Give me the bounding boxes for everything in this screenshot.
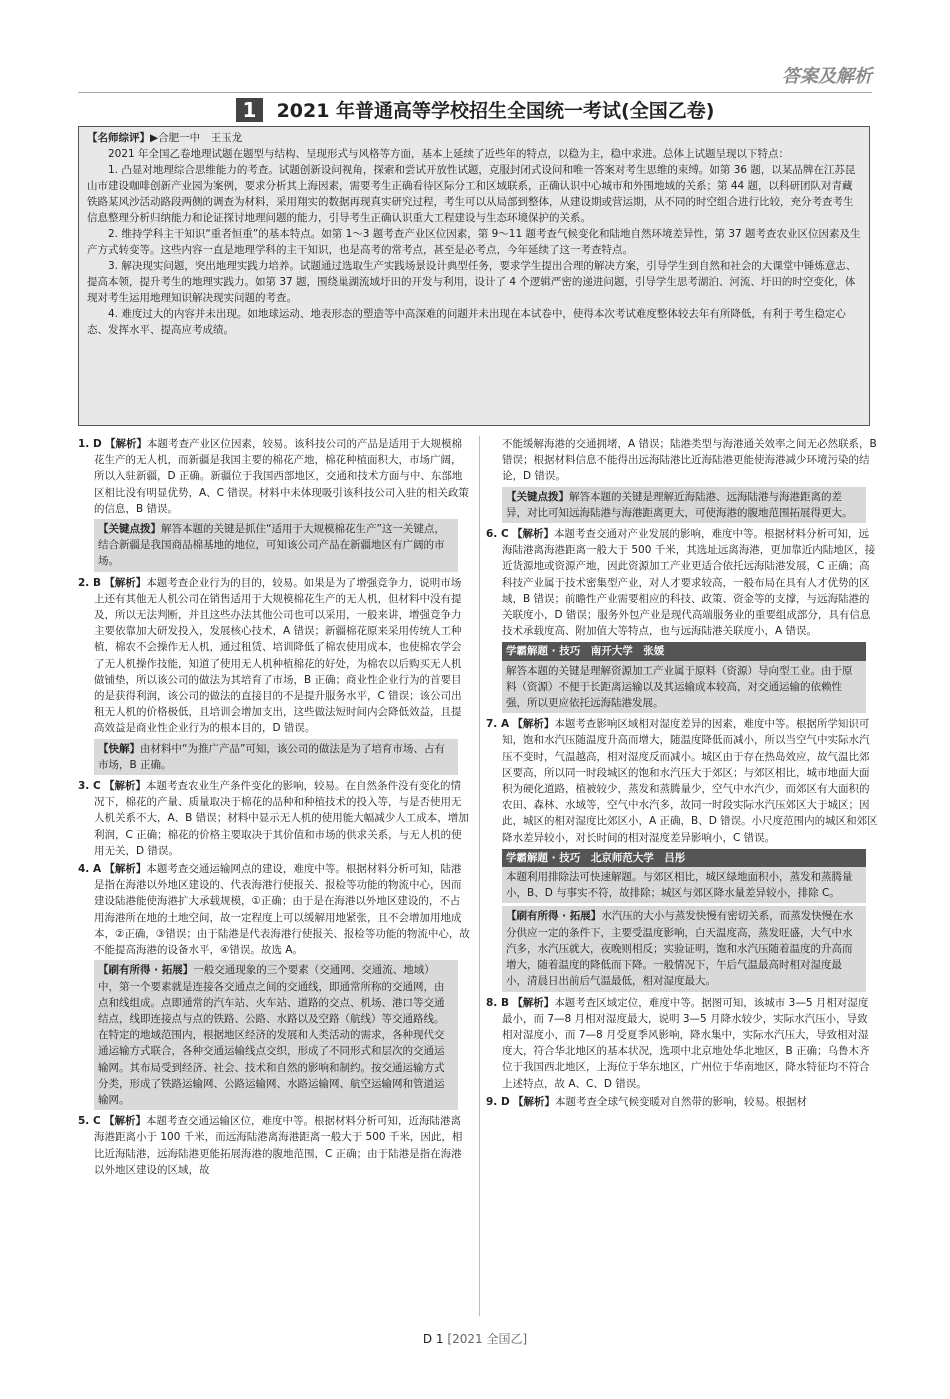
note-label: 【关键点拨】 bbox=[506, 490, 569, 503]
page-source: [2021 全国乙] bbox=[447, 1332, 528, 1346]
review-label: 【名师综评】 bbox=[87, 132, 150, 144]
answer-number: 5. C bbox=[78, 1115, 101, 1128]
answer-item-4 bbox=[78, 861, 470, 958]
answer-item-1 bbox=[78, 436, 470, 517]
header-divider bbox=[78, 92, 872, 93]
answer-item-8 bbox=[486, 995, 878, 1092]
note-text: 一般交通现象的三个要素（交通网、交通流、地域）中，第一个要素就是连接各交通点之间的交通线，即通常所称的交通网，由点和线组成。点即通常的汽车站、火车站、道路的交点、机场、港口等交通结点，线即连接点与点的铁路、公路、水路以及空路（航线）等交通路线。 bbox=[98, 964, 445, 1025]
note-label: 【刷有所得 · 拓展】 bbox=[506, 910, 602, 923]
review-paragraph: 3. 解决现实问题，突出地理实践力培养。试题通过选取生产实践场景设计典型任务，要求学生提出合理的解决方案，引导学生到自然和社会的大课堂中锤炼意志、提高本领，提升考生的地理实践力。如第 37 题，围绕巢湖流域圩田的开发与利用，设计了 4 个逻辑严密的递进问题，引导学生思考湖泊、河流、圩田的时空变化，体现对考生运用地理知识解决现实问题的考查。 bbox=[87, 260, 857, 304]
exam-title-text: 2021 年普通高等学校招生全国统一考试(全国乙卷) bbox=[276, 100, 715, 122]
answer-item-6 bbox=[486, 526, 878, 639]
analysis-tag: 【解析】 bbox=[512, 996, 555, 1009]
answer-text: 本题考查影响区域相对湿度差异的因素，难度中等。根据所学知识可知，饱和水汽压随温度升高而增大，随温度降低而减小，所以当空气中实际水汽压不变时，气温越高，相对湿度反而减小。城区由于存在热岛效应，故气温比郊区要高，所以同一时段城区的饱和水汽压大于郊区；与郊区相比，城市地面大面积为硬化道路，植被较少，蒸发和蒸腾量少，空气中水汽少，而郊区有大面积的农田、森林、水域等，空气中水汽多，故同一时段实际水汽压郊区大于城区；因此，城区的相对湿度比郊区小，A 正确，B、D 错误。小尺度范围内的城区和郊区降水差异较小，对长时间的相对湿度差异影响小，C 错误。 bbox=[502, 718, 878, 844]
teacher-review-box bbox=[78, 126, 870, 426]
note-box bbox=[502, 487, 866, 523]
analysis-tag: 【解析】 bbox=[104, 576, 147, 589]
note-text: 解答本题的关键是抓住“适用于大规模棉花生产”这一关键点，结合新疆是我国商品棉基地的地位，可知该公司产品在新疆地区有广阔的市场。 bbox=[98, 523, 445, 568]
note-text: 解答本题的关键是理解近海陆港、远海陆港与海港距离的差异，对比可知远海陆港与海港距离更大，可使海港的腹地范围拓展得更大。 bbox=[506, 490, 853, 519]
page-footer bbox=[0, 1330, 950, 1347]
answer-text: 本题考查区域定位，难度中等。据图可知，该城市 3—5 月相对湿度最小，而 7—8 月相对湿度最大，说明 3—5 月降水较少，实际水汽压小，导致相对湿度小，而 7—8 月受夏季风影响，降水集中，实际水汽压大，导致相对湿度大，符合华北地区的基本状况，选项中北京地处华北地区，B 正确；乌鲁木齐位于我国西北地区，上海位于华东地区，广州位于华南地区，降水特征均不符合上述特点，故 A、C、D 错误。 bbox=[502, 996, 870, 1090]
note-box bbox=[94, 960, 458, 1110]
answer-item-5 bbox=[78, 1113, 470, 1178]
answer-text: 本题考查农业生产条件变化的影响，较易。在自然条件没有变化的情况下，棉花的产量、质量取决于棉花的品种和种植技术的投入等，与是否使用无人机关系不大，A、B 错误；材料中显示无人机的使用能大幅减少人工成本，增加利润，C 正确；棉花的价格主要取决于其价值和市场的供求关系，与无人机的使用无关，D 错误。 bbox=[94, 780, 469, 857]
answer-number: 9. D bbox=[486, 1095, 510, 1108]
answer-number: 2. B bbox=[78, 576, 101, 589]
note-label: 【关键点拨】 bbox=[98, 523, 161, 536]
answer-text: 本题考查交通运输网点的建设，难度中等。根据材料分析可知，陆港是指在海港以外地区建设的、代表海港行使报关、报检等功能的物流中心，因而建设陆港能使海港扩大承载规模，①正确；由于是在海港以外地区建设的，不占用海港所在地的土地空间，故一定程度上可以缓解用地紧张，且不会增加用地成本，②正确，③错误；由于陆港是代表海港行使报关、报检等功能的物流中心，故不能提高海港的设备水平，④错误。故选 A。 bbox=[94, 863, 470, 957]
page-header-label: 答案及解析 bbox=[782, 66, 872, 87]
answer-text: 本题考查交通运输区位，难度中等。根据材料分析可知，近海陆港离海港距离小于 100 千米，而远海陆港离海港距离一般大于 500 千米，因此，相比近海陆港，远海陆港更能拓展海港的腹地范围，C 正确；由于陆港是指在海港以外地区建设的区域，故 bbox=[94, 1115, 463, 1176]
analysis-tag: 【解析】 bbox=[512, 718, 555, 731]
analysis-tag: 【解析】 bbox=[104, 863, 147, 876]
answer-number: 4. A bbox=[78, 863, 102, 876]
answer-number: 7. A bbox=[486, 718, 510, 731]
analysis-tag: 【解析】 bbox=[104, 1115, 146, 1128]
tip-body: 解答本题的关键是理解资源加工产业属于原料（资源）导向型工业。由于原料（资源）不便于长距离运输以及其运输成本较高，对交通运输的依赖性强，所以更应依托远海陆港发展。 bbox=[502, 661, 866, 714]
note-label: 【快解】 bbox=[98, 742, 140, 755]
review-paragraph: 1. 凸显对地理综合思维能力的考查。试题创新设问视角，探索和尝试开放性试题，克服封闭式设问和唯一答案对考生思维的束缚。如第 36 题，以某品牌在江苏昆山市建设咖啡创新产业园为案例，要求分析其上海因素，需要考生正确看待区际分工和区域联系，正确认识中心城市和外围地域的关系；第 44 题，以科研团队对青藏铁路某风沙活动路段两侧的调查为材料，采用翔实的数据再现真实研究过程，考生可以从局部到整体，从建设期或营运期，从不同的时空组合进行比较，充分考查考生信息整理分析归纳能力和论证探讨地理问题的能力，引导考生正确认识重大工程建设与生态环境保护的关系。 bbox=[87, 164, 856, 224]
note-text: 在特定的地域范围内，根据地区经济的发展和人类活动的需求，各种现代交通运输方式联合，各种交通运输线点交织，形成了不同形式和层次的交通运输网。其布局受到经济、社会、技术和自然的影响和制约。按交通运输方式分类，形成了铁路运输网、公路运输网、水路运输网、航空运输网和管道运输网。 bbox=[98, 1029, 445, 1106]
note-label: 【刷有所得 · 拓展】 bbox=[98, 964, 194, 977]
note-text: 水汽压的大小与蒸发快慢有密切关系，而蒸发快慢在水分供应一定的条件下，主要受温度影响，白天温度高，蒸发旺盛，大气中水汽多，水汽压就大，夜晚则相反；实验证明，饱和水汽压随着温度的升高而增大，随着温度的降低而下降。一般情况下，午后气温最高时相对湿度最小，清晨日出前后气温最低，相对湿度最大。 bbox=[506, 910, 854, 988]
answer-text: 本题考查企业行为的目的，较易。如果是为了增强竞争力，说明市场上还有其他无人机公司在销售适用于大规模棉花生产的无人机，但材料中没有提及，所以无法判断，并且这些办法其他公司也可以采用，一般来讲，增强竞争力主要依靠加大研发投入，发展核心技术，A 错误；新疆棉花原来采用传统人工种植，棉农不会操作无人机，通过租赁、培训降低了棉农使用成本，也使棉农学会了无人机操作技能，知道了使用无人机种植棉花的好处，为棉农以后购买无人机做铺垫，所以该公司的做法为其培育了市场，B 正确；商业性企业行为的首要目的是获得利润，该公司的做法的直接目的不是提升服务水平，C 错误；该公司出租无人机的价格极低，且培训会增加支出，这些做法短时间内会降低效益，且提高效益是商业性企业行为的根本目的，D 错误。 bbox=[94, 576, 462, 735]
review-paragraph: 2. 维持学科主干知识“重者恒重”的基本特点。如第 1～3 题考查产业区位因素，第 9～11 题考查气候变化和陆地自然环境差异性，第 37 题考查农业区位因素及生产方式转变等。这些内容一直是地理学科的主干知识，也是高考的常考点，甚至是必考点，今年延续了这一考查特点。 bbox=[87, 228, 861, 256]
answer-number: 6. C bbox=[486, 528, 509, 541]
note-box bbox=[94, 519, 458, 572]
tip-body: 本题利用排除法可快速解题。与郊区相比，城区绿地面积小，蒸发和蒸腾量小，B、D 与事实不符，故排除；城区与郊区降水量差异较小，排除 C。 bbox=[502, 867, 866, 903]
review-paragraph: 4. 难度过大的内容并未出现。如地球运动、地表形态的塑造等中高深难的问题并未出现在本试卷中，使得本次考试难度整体较去年有所降低，有利于考生稳定心态、发挥水平、提高应考成绩。 bbox=[87, 308, 846, 336]
answer-item-7 bbox=[486, 716, 878, 846]
section-number-badge: 1 bbox=[236, 98, 264, 122]
note-box bbox=[502, 906, 866, 991]
review-heading bbox=[87, 130, 861, 146]
answer-number: 8. B bbox=[486, 996, 509, 1009]
answer-item-2 bbox=[78, 575, 470, 737]
right-column bbox=[486, 436, 878, 1321]
left-column bbox=[78, 436, 470, 1321]
review-paragraph: 2021 年全国乙卷地理试题在题型与结构、呈现形式与风格等方面，基本上延续了近些年的特点，以稳为主，稳中求进。总体上试题呈现以下特点： bbox=[108, 148, 790, 160]
answer-item-9 bbox=[486, 1094, 878, 1110]
column-divider bbox=[479, 436, 480, 1316]
page-number: D 1 bbox=[422, 1332, 444, 1346]
answer-continuation: 不能缓解海港的交通拥堵，A 错误；陆港类型与海港通关效率之间无必然联系，B 错误；根据材料信息不能得出远海陆港比近海陆港更能使海港减少环境污染的结论，D 错误。 bbox=[502, 438, 877, 483]
analysis-tag: 【解析】 bbox=[513, 1095, 556, 1108]
review-author: ▶合肥一中 王玉龙 bbox=[150, 132, 243, 144]
answer-text: 本题考查交通对产业发展的影响，难度中等。根据材料分析可知，远海陆港离海港距离一般大于 500 千米，其选址远离海港，更加靠近内陆地区，接近货源地或资源产地，因此资源加工产业更适合依托远海陆港发展，C 正确；高科技产业属于技术密集型产业，对人才要求较高，一般布局在具有人才优势的区域，B 错误；前瞻性产业需要相应的科技、政策、资金等的支撑，与远海陆港的关联度小，D 错误；服务外包产业是现代高端服务业的重要组成部分，具有信息技术承载度高、附加值大等特点，也与远海陆港关联度小，A 错误。 bbox=[502, 528, 876, 638]
answer-text: 本题考查全球气候变暖对自然带的影响，较易。根据材 bbox=[555, 1095, 808, 1108]
note-box bbox=[94, 739, 458, 775]
answer-text: 本题考查产业区位因素，较易。该科技公司的产品是适用于大规模棉花生产的无人机，而新疆是我国主要的棉花产地，棉花种植面积大，市场广阔，所以入驻新疆，D 正确。新疆位于我国西部地区，交通和技术方面与中、东部地区相比没有明显优势，A、C 错误。材料中未体现吸引该科技公司入驻的相关政策的信息，B 错误。 bbox=[94, 438, 469, 515]
answer-item-3 bbox=[78, 778, 470, 859]
analysis-tag: 【解析】 bbox=[512, 528, 554, 541]
analysis-tag: 【解析】 bbox=[105, 438, 148, 450]
analysis-tag: 【解析】 bbox=[104, 780, 146, 793]
answer-number: 1. D bbox=[78, 438, 102, 450]
note-text: 由材料中“为推广产品”可知，该公司的做法是为了培育市场、占有市场，B 正确。 bbox=[98, 742, 445, 771]
answer-number: 3. C bbox=[78, 780, 101, 793]
exam-title bbox=[0, 96, 950, 123]
tip-header: 学霸解题 · 技巧 北京师范大学 吕彤 bbox=[502, 849, 866, 867]
tip-header: 学霸解题 · 技巧 南开大学 张媛 bbox=[502, 642, 866, 660]
